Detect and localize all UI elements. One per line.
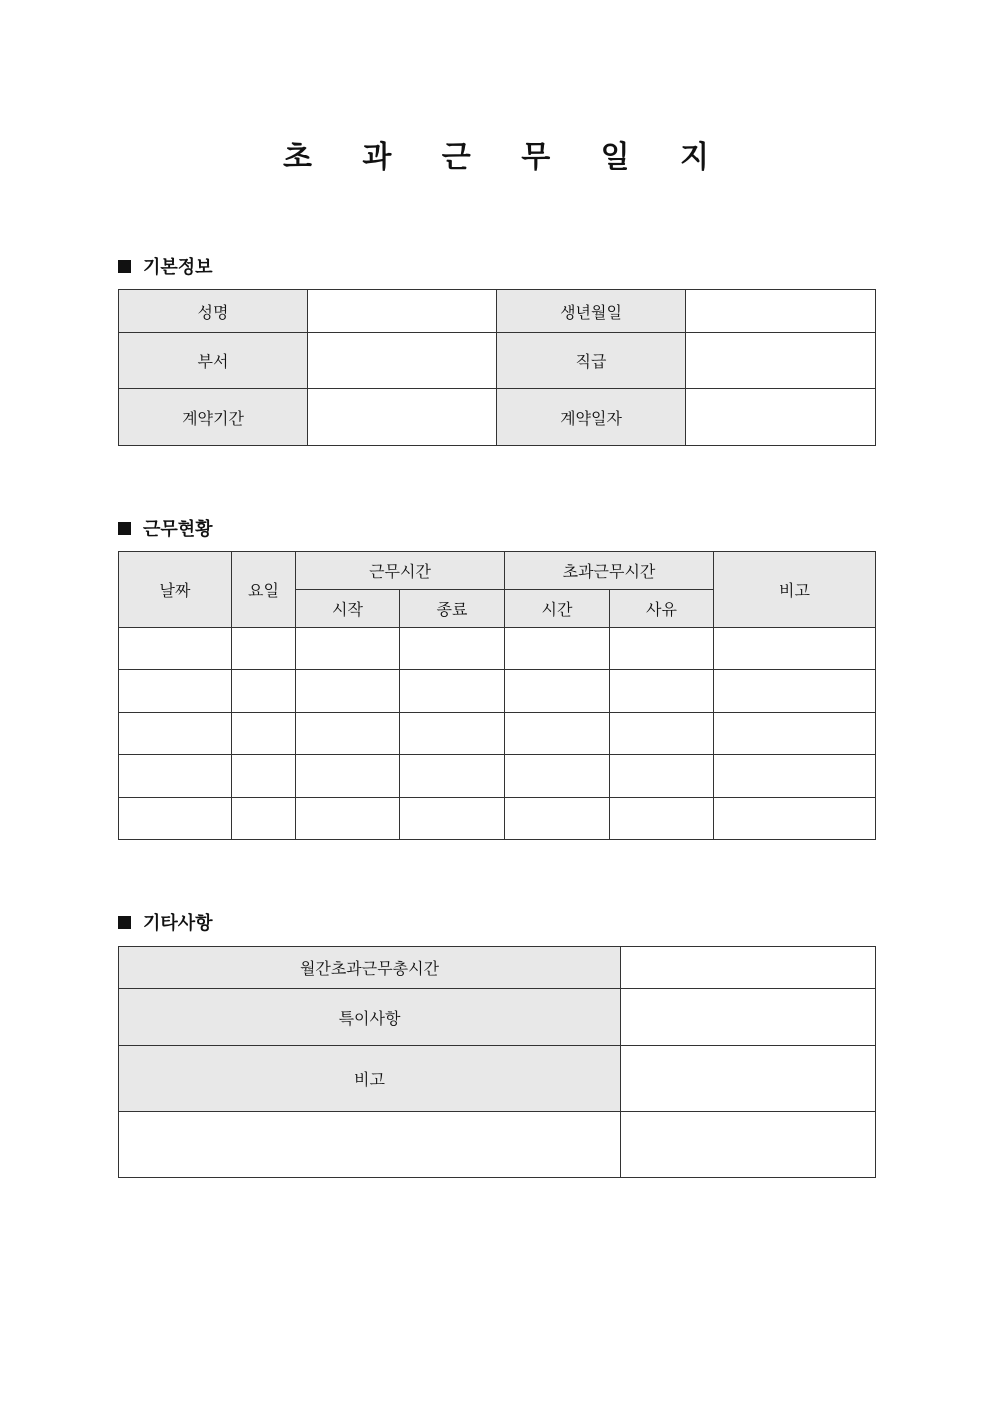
start-cell[interactable] — [296, 798, 400, 840]
contract-date-field[interactable] — [686, 389, 876, 446]
hours-cell[interactable] — [505, 755, 610, 798]
date-cell[interactable] — [119, 755, 232, 798]
date-cell[interactable] — [119, 713, 232, 755]
special-notes-field[interactable] — [621, 989, 876, 1046]
header-weekday: 요일 — [232, 552, 296, 628]
header-remarks: 비고 — [714, 552, 876, 628]
header-start: 시작 — [296, 590, 400, 628]
date-cell[interactable] — [119, 798, 232, 840]
birthdate-label: 생년월일 — [497, 290, 686, 333]
reason-cell[interactable] — [610, 628, 714, 670]
monthly-total-field[interactable] — [621, 947, 876, 989]
monthly-total-label: 월간초과근무총시간 — [119, 947, 621, 989]
square-bullet-icon — [118, 260, 131, 273]
document-title: 초 과 근 무 일 지 — [282, 140, 730, 175]
section-heading-other — [118, 909, 213, 935]
special-notes-label: 특이사항 — [119, 989, 621, 1046]
square-bullet-icon — [118, 522, 131, 535]
reason-cell[interactable] — [610, 755, 714, 798]
reason-cell[interactable] — [610, 670, 714, 713]
table-row — [119, 798, 876, 840]
basic-info-table — [118, 289, 876, 446]
weekday-cell[interactable] — [232, 755, 296, 798]
section-heading-other-label: 기타사항 — [143, 913, 213, 934]
position-label: 직급 — [497, 333, 686, 389]
section-heading-work — [118, 515, 213, 541]
section-heading-basic-label: 기본정보 — [143, 257, 213, 278]
start-cell[interactable] — [296, 713, 400, 755]
start-cell[interactable] — [296, 755, 400, 798]
hours-cell[interactable] — [505, 670, 610, 713]
work-status-table — [118, 551, 876, 840]
extra-notes-side-field[interactable] — [621, 1112, 876, 1178]
weekday-cell[interactable] — [232, 628, 296, 670]
header-overtime: 초과근무시간 — [505, 552, 714, 590]
date-cell[interactable] — [119, 670, 232, 713]
department-field[interactable] — [308, 333, 497, 389]
section-heading-basic — [118, 253, 213, 279]
extra-notes-field[interactable] — [119, 1112, 621, 1178]
contract-period-label: 계약기간 — [119, 389, 308, 446]
contract-date-label: 계약일자 — [497, 389, 686, 446]
remarks-cell[interactable] — [714, 798, 876, 840]
square-bullet-icon — [118, 916, 131, 929]
other-info-table — [118, 946, 876, 1178]
section-heading-work-label: 근무현황 — [143, 519, 213, 540]
table-row — [119, 713, 876, 755]
remarks-cell[interactable] — [714, 628, 876, 670]
start-cell[interactable] — [296, 670, 400, 713]
end-cell[interactable] — [400, 798, 505, 840]
name-label: 성명 — [119, 290, 308, 333]
department-label: 부서 — [119, 333, 308, 389]
start-cell[interactable] — [296, 628, 400, 670]
date-cell[interactable] — [119, 628, 232, 670]
end-cell[interactable] — [400, 713, 505, 755]
weekday-cell[interactable] — [232, 670, 296, 713]
header-date: 날짜 — [119, 552, 232, 628]
header-end: 종료 — [400, 590, 505, 628]
remarks-field[interactable] — [621, 1046, 876, 1112]
remarks-label: 비고 — [119, 1046, 621, 1112]
reason-cell[interactable] — [610, 798, 714, 840]
hours-cell[interactable] — [505, 713, 610, 755]
hours-cell[interactable] — [505, 628, 610, 670]
end-cell[interactable] — [400, 755, 505, 798]
position-field[interactable] — [686, 333, 876, 389]
table-row — [119, 628, 876, 670]
end-cell[interactable] — [400, 628, 505, 670]
header-hours: 시간 — [505, 590, 610, 628]
contract-period-field[interactable] — [308, 389, 497, 446]
remarks-cell[interactable] — [714, 755, 876, 798]
weekday-cell[interactable] — [232, 713, 296, 755]
birthdate-field[interactable] — [686, 290, 876, 333]
table-row — [119, 670, 876, 713]
weekday-cell[interactable] — [232, 798, 296, 840]
remarks-cell[interactable] — [714, 713, 876, 755]
header-work-time: 근무시간 — [296, 552, 505, 590]
header-reason: 사유 — [610, 590, 714, 628]
reason-cell[interactable] — [610, 713, 714, 755]
remarks-cell[interactable] — [714, 670, 876, 713]
name-field[interactable] — [308, 290, 497, 333]
table-row — [119, 755, 876, 798]
end-cell[interactable] — [400, 670, 505, 713]
hours-cell[interactable] — [505, 798, 610, 840]
